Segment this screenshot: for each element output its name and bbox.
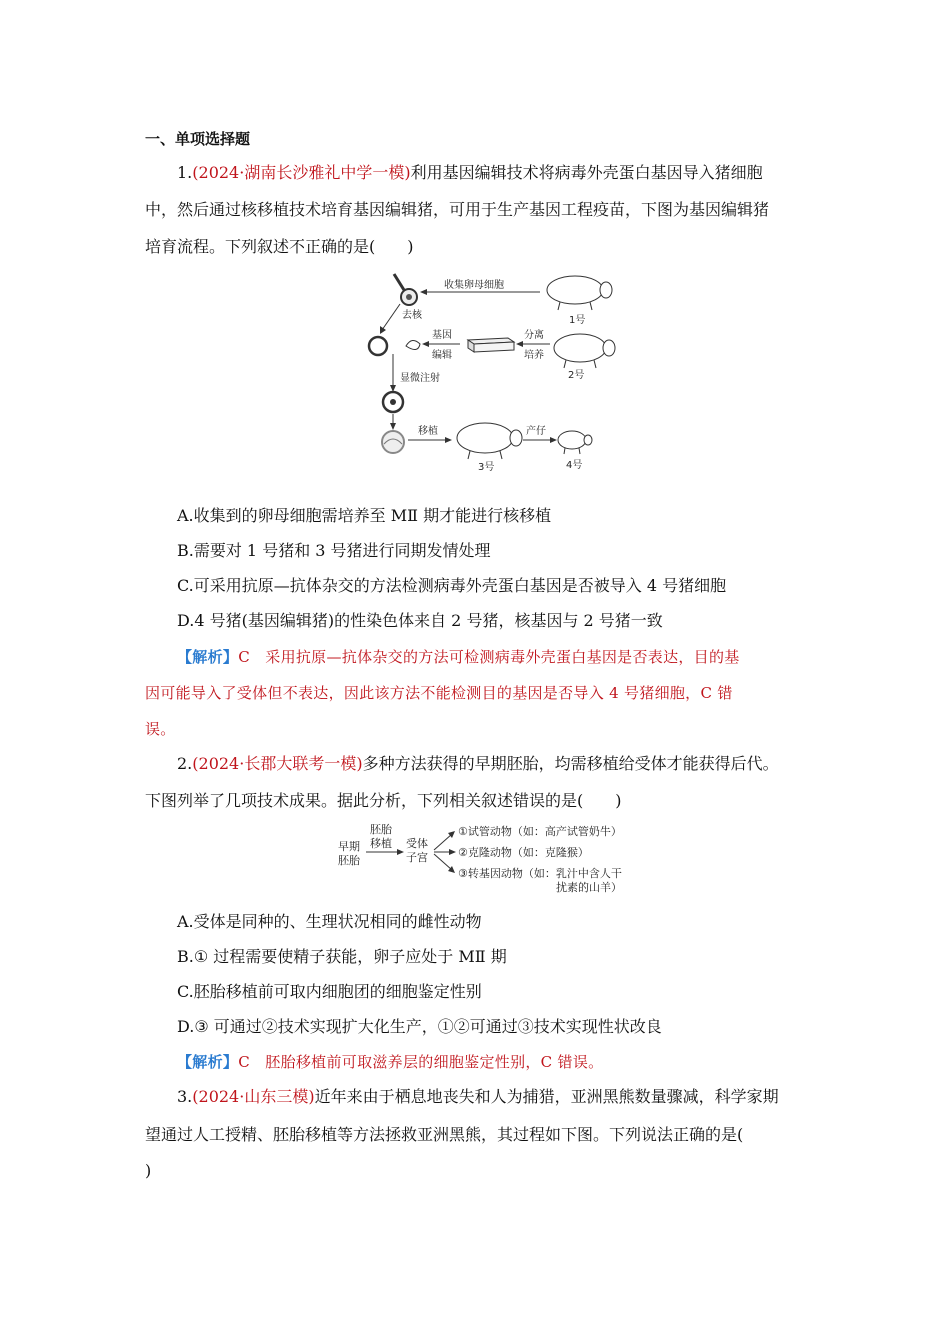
q2-option-c[interactable]: C.胚胎移植前可取内细胞团的细胞鉴定性别 [177,982,482,1001]
pig-1-icon [547,276,612,310]
q2-number: 2. [177,754,193,773]
label-transplant-2: 移植 [370,837,392,850]
result-1: ①试管动物（如：高产试管奶牛） [458,825,622,838]
result-3b: 扰素的山羊） [556,881,622,894]
label-birth: 产仔 [526,426,546,437]
pipette-icon [394,274,404,290]
q2-analysis-tag: 【解析】 [177,1053,239,1071]
q1-stem-line2: 中，然后通过核移植技术培育基因编辑猪，可用于生产基因工程疫苗，下图为基因编辑猪 [145,200,770,219]
donor-cell-icon [406,340,420,349]
label-pig-3: 3号 [478,462,495,473]
q1-option-b[interactable]: B.需要对 1 号猪和 3 号猪进行同期发情处理 [177,541,491,560]
section-title: 一、单项选择题 [145,130,251,148]
q1-analysis-line1: 【解析】C 采用抗原—抗体杂交的方法可检测病毒外壳蛋白基因是否表达，目的基 [177,648,740,666]
q3-stem-line3: ) [145,1161,152,1180]
result-2: ②克隆动物（如：克隆猴） [458,846,589,859]
label-collect-oocyte: 收集卵母细胞 [444,280,504,291]
q3-stem-line1: 3.(2024·山东三模)近年来由于栖息地丧失和人为捕猎，亚洲黑熊数量骤减，科学家期 [177,1087,779,1106]
label-micro-injection: 显微注射 [400,373,440,384]
label-pig-2: 2号 [568,370,585,381]
label-recipient: 受体 [406,837,428,850]
q2-option-d[interactable]: D.③ 可通过②技术实现扩大化生产，①②可通过③技术实现性状改良 [177,1017,662,1036]
pig-4-icon [558,431,592,454]
q1-stem-line3: 培育流程。下列叙述不正确的是( ) [145,237,414,256]
label-embryo-2: 胚胎 [370,823,392,836]
q1-figure-pig-cloning [360,268,620,474]
q1-option-d[interactable]: D.4 号猪(基因编辑猪)的性染色体来自 2 号猪，核基因与 2 号猪一致 [177,611,663,630]
label-uterus: 子宫 [406,851,428,864]
label-enucleate: 去核 [402,310,422,321]
label-gene: 基因 [432,330,452,341]
result-3a: ③转基因动物（如：乳汁中含人干 [458,867,622,880]
q1-analysis-line3: 误。 [145,720,176,738]
pig-3-icon [457,423,522,459]
q2-option-b[interactable]: B.① 过程需要使精子获能，卵子应处于 MⅡ 期 [177,947,507,966]
label-separate: 分离 [524,330,544,341]
q3-stem-line2: 望通过人工授精、胚胎移植等方法拯救亚洲黑熊，其过程如下图。下列说法正确的是( [145,1125,744,1144]
q2-stem-line1: 2.(2024·长郡大联考一模)多种方法获得的早期胚胎，均需移植给受体才能获得后代。 [177,754,779,773]
q1-analysis-line2: 因可能导入了受体但不表达，因此该方法不能检测目的基因是否导入 4 号猪细胞，C 错 [145,684,733,702]
q1-stem-text1: 利用基因编辑技术将病毒外壳蛋白基因导入猪细胞 [410,163,763,182]
q2-option-a[interactable]: A.受体是同种的、生理状况相同的雌性动物 [177,912,482,931]
q1-stem-line1 [177,162,842,184]
q3-source: (2024·山东三模) [192,1087,315,1106]
q2-stem-line2: 下图列举了几项技术成果。据此分析，下列相关叙述错误的是( ) [145,791,622,810]
q2-source: (2024·长郡大联考一模) [192,754,363,773]
label-pig-1: 1号 [569,315,586,326]
label-transplant: 移植 [418,426,438,437]
q1-analysis-tag: 【解析】 [177,648,239,666]
pig-2-icon [554,334,615,368]
q1-option-c[interactable]: C.可采用抗原—抗体杂交的方法检测病毒外壳蛋白基因是否被导入 4 号猪细胞 [177,576,727,595]
label-early: 早期 [338,840,360,853]
q1-option-a[interactable]: A.收集到的卵母细胞需培养至 MⅡ 期才能进行核移植 [177,506,552,525]
label-embryo: 胚胎 [338,854,360,867]
label-culture: 培养 [524,350,544,361]
q2-analysis-line1: 【解析】C 胚胎移植前可取滋养层的细胞鉴定性别，C 错误。 [177,1053,604,1071]
culture-dish-icon [468,338,514,352]
q2-figure-embryo-transfer [334,820,654,898]
q1-source: (2024·湖南长沙雅礼中学一模) [192,163,411,182]
label-pig-4: 4号 [566,460,583,471]
enucleated-oocyte-icon [369,337,387,355]
q3-number: 3. [177,1087,193,1106]
q1-number: 1. [177,163,193,182]
label-edit: 编辑 [432,350,452,361]
